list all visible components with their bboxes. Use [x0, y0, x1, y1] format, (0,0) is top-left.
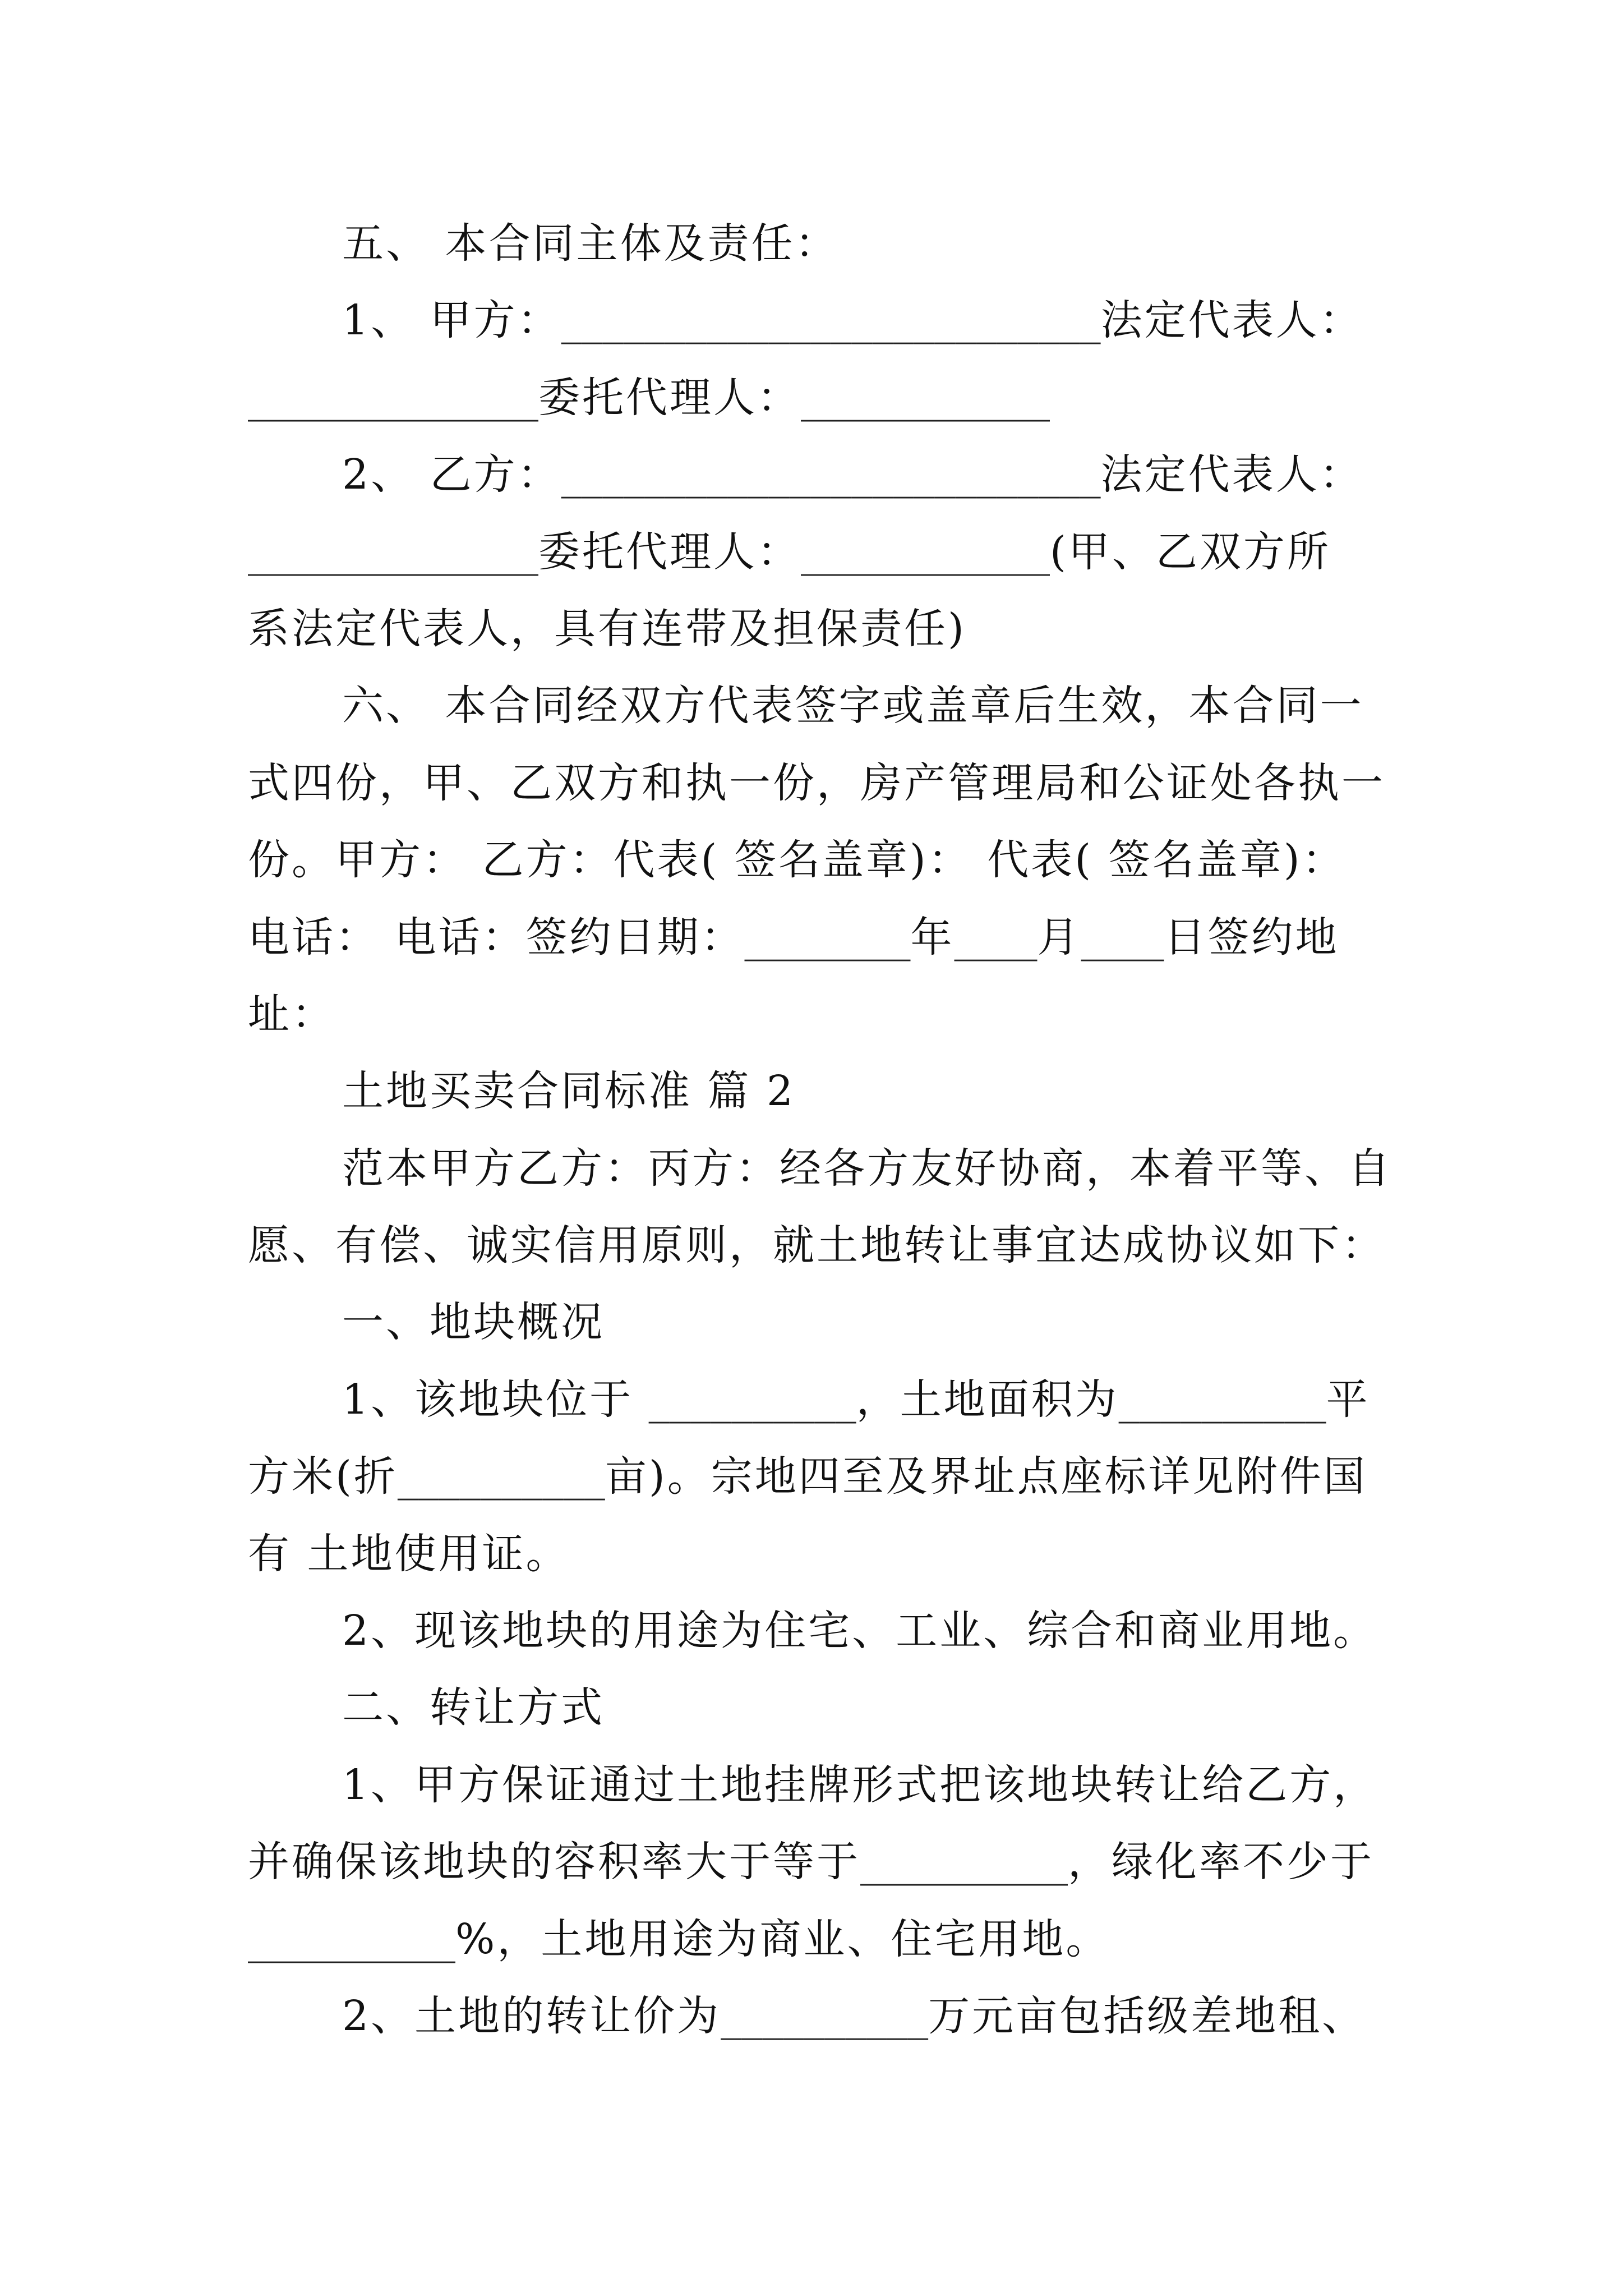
line-text: 1、 甲方：: [342, 296, 561, 345]
line-text: 法定代表人：: [1100, 296, 1363, 345]
mu-blank: __________: [397, 1452, 605, 1501]
paragraph-line: [0, 976, 1623, 1053]
contract-body: [0, 205, 1623, 2055]
line-text: 五、 本合同主体及责任：: [342, 219, 839, 268]
paragraph-line: [0, 1130, 1623, 1207]
line-text: 六、 本合同经双方代表签字或盖章后生效，本合同一: [342, 682, 1364, 730]
paragraph-line: [0, 591, 1623, 668]
line-text: 一、地块概况: [342, 1298, 605, 1347]
line-text: 月: [1037, 913, 1081, 961]
price-line: [0, 1978, 1623, 2055]
land-location-line: [0, 1361, 1623, 1438]
land-area-line: [0, 1438, 1623, 1515]
paragraph-line: [0, 1593, 1623, 1669]
day-blank: ____: [1081, 913, 1164, 961]
signature-line: [0, 822, 1623, 899]
party-b-rep-blank: ______________: [248, 527, 538, 576]
section-six-heading: [0, 668, 1623, 744]
paragraph-line: [0, 1747, 1623, 1824]
year-blank: ________: [744, 913, 911, 961]
line-text: (甲、乙双方所: [1050, 527, 1331, 576]
line-text: 二、转让方式: [342, 1683, 605, 1732]
line-text: 电话： 电话：签约日期：: [248, 913, 745, 961]
line-text: 1、甲方保证通过土地挂牌形式把该地块转让给乙方，: [342, 1760, 1377, 1809]
line-text: 年: [910, 913, 955, 961]
party-b-agent-blank: ____________: [801, 527, 1050, 576]
party-a-rep-blank: ______________: [248, 373, 538, 422]
month-blank: ____: [954, 913, 1038, 961]
line-text: 有 土地使用证。: [248, 1529, 570, 1578]
line-text: 范本甲方乙方：丙方：经各方友好协商，本着平等、自: [342, 1144, 1392, 1193]
contract-title: [0, 1053, 1623, 1130]
line-text: 并确保该地块的容积率大于等于: [248, 1838, 860, 1887]
party-a-name-blank: __________________________: [561, 296, 1101, 345]
paragraph-line: [0, 1516, 1623, 1593]
line-text: 日签约地: [1164, 913, 1339, 961]
location-blank: __________: [648, 1375, 856, 1424]
line-text: 平: [1326, 1375, 1370, 1424]
line-text: 土地买卖合同标准 篇 2: [342, 1067, 796, 1116]
line-text: 方米(折: [248, 1452, 398, 1501]
line-text: ，土地面积为: [856, 1375, 1119, 1424]
line-text: 1、该地块位于: [342, 1375, 649, 1424]
section-five-heading: [0, 205, 1623, 282]
party-a-agent-blank: ____________: [801, 373, 1050, 422]
line-text: 亩)。宗地四至及界址点座标详见附件国: [605, 1452, 1367, 1501]
line-text: 法定代表人：: [1100, 450, 1363, 499]
party-a-line: [0, 282, 1623, 359]
plot-ratio-blank: __________: [860, 1838, 1068, 1887]
green-ratio-line: [0, 1901, 1623, 1978]
section-one-heading: [0, 1284, 1623, 1361]
line-text: 2、土地的转让价为: [342, 1991, 721, 2040]
line-text: 万元亩包括级差地租、: [928, 1991, 1366, 2040]
plot-ratio-line: [0, 1824, 1623, 1901]
sign-date-line: [0, 899, 1623, 976]
line-text: 委托代理人：: [538, 373, 801, 422]
party-b-name-blank: __________________________: [561, 450, 1101, 499]
paragraph-line: [0, 745, 1623, 822]
line-text: 2、 乙方：: [342, 450, 561, 499]
line-text: 址：: [248, 990, 335, 1038]
party-b-rep-line: [0, 514, 1623, 591]
price-blank: __________: [721, 1991, 929, 2040]
line-text: 2、现该地块的用途为住宅、工业、综合和商业用地。: [342, 1607, 1377, 1655]
line-text: 愿、有偿、诚实信用原则，就土地转让事宜达成协议如下：: [248, 1221, 1385, 1270]
line-text: 系法定代表人，具有连带及担保责任): [248, 604, 966, 653]
paragraph-line: [0, 1207, 1623, 1284]
line-text: ，绿化率不少于: [1068, 1838, 1374, 1887]
section-two-heading: [0, 1669, 1623, 1746]
party-a-rep-line: [0, 360, 1623, 436]
area-blank: __________: [1118, 1375, 1326, 1424]
line-text: 份。甲方： 乙方：代表( 签名盖章)： 代表( 签名盖章)：: [248, 836, 1346, 885]
line-text: 委托代理人：: [538, 527, 801, 576]
party-b-line: [0, 436, 1623, 513]
line-text: 式四份，甲、乙双方和执一份，房产管理局和公证处各执一: [248, 758, 1385, 807]
line-text: %，土地用途为商业、住宅用地。: [455, 1915, 1110, 1963]
green-ratio-blank: __________: [248, 1915, 455, 1963]
